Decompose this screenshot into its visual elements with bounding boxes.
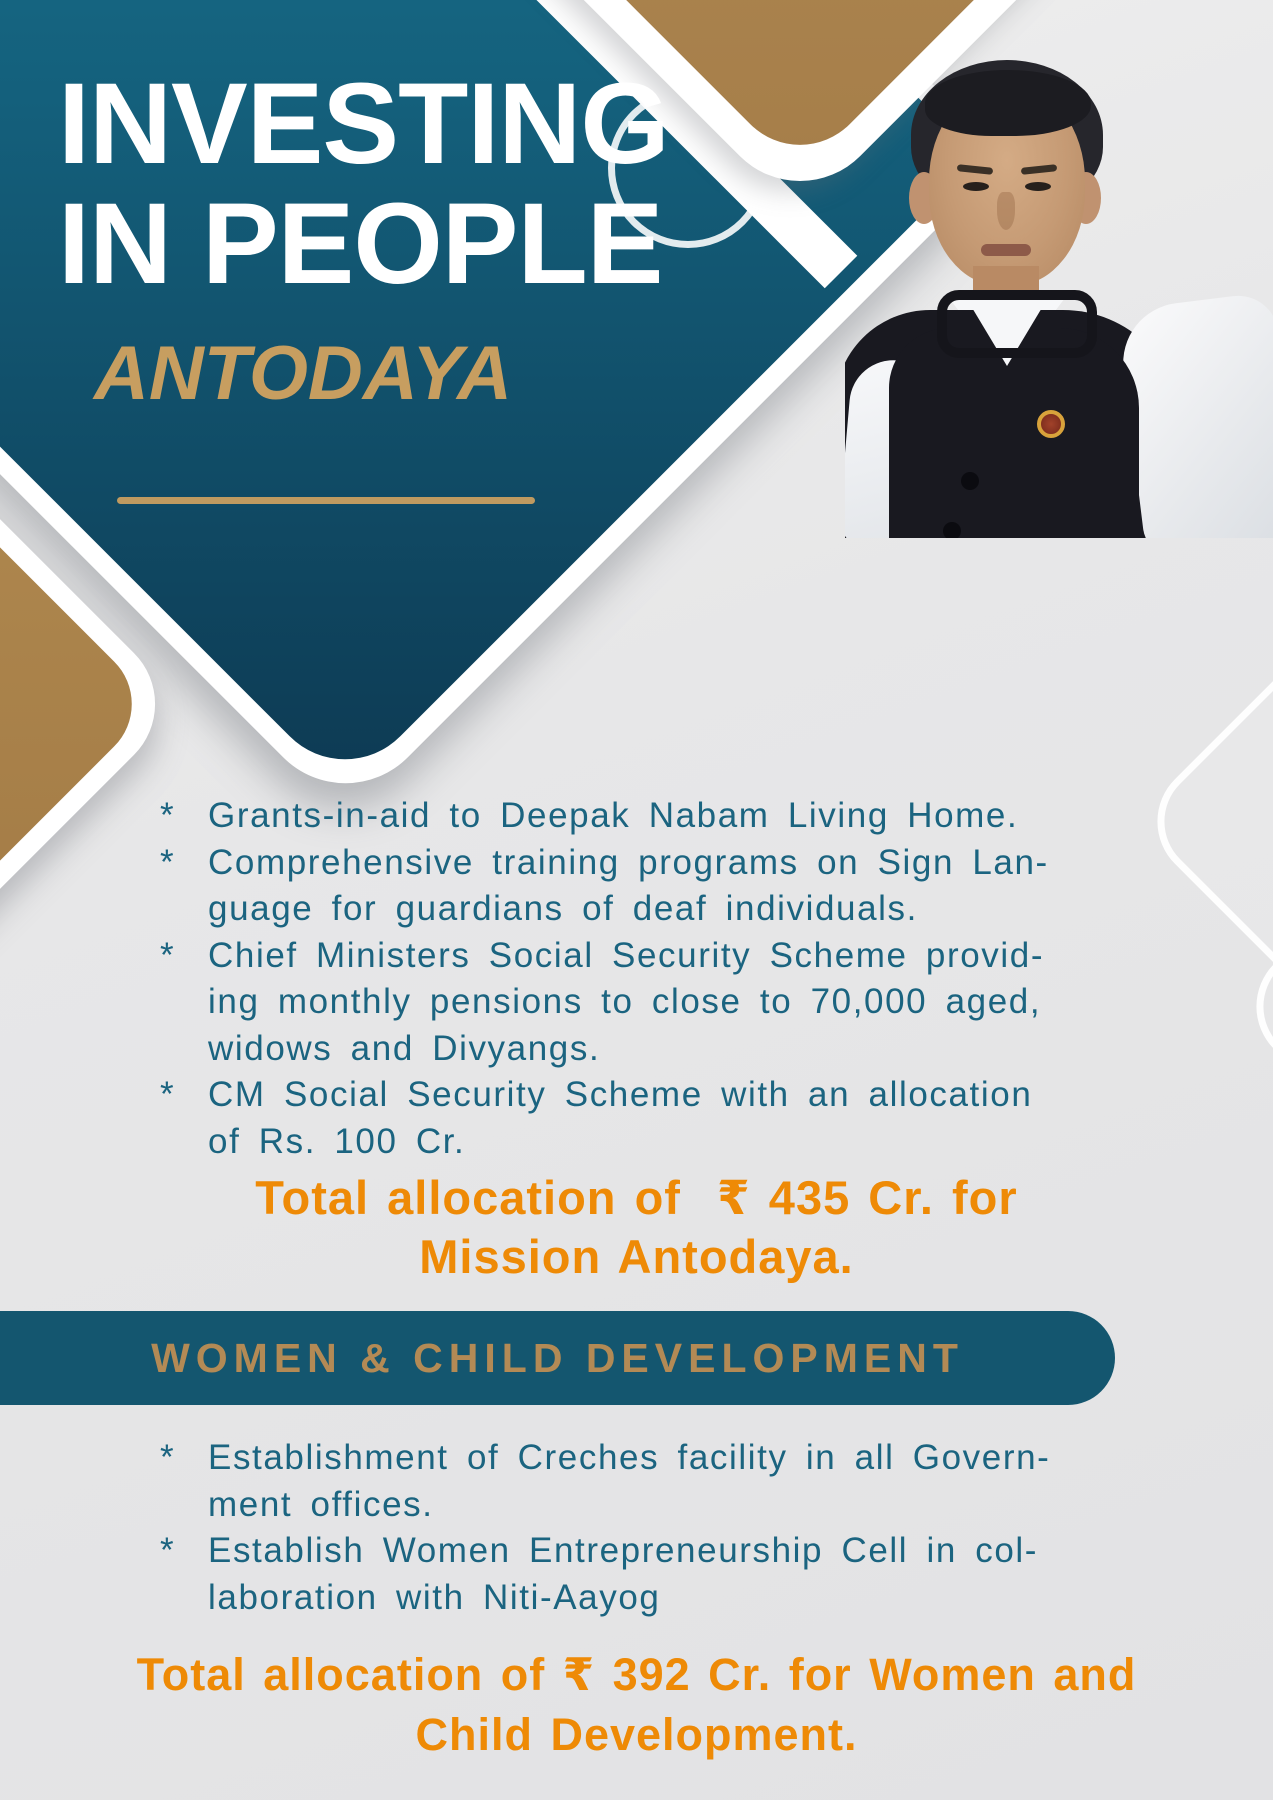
- portrait-mouth-shape: [981, 244, 1031, 256]
- bullet-text: [208, 1435, 1180, 1528]
- title-line-2: IN PEOPLE: [58, 180, 663, 308]
- antodaya-bullet-list: [160, 793, 1180, 1165]
- allocation-line: Total allocation of ₹ 435 Cr. for: [255, 1171, 1018, 1224]
- bullet-line: laboration with Niti-Aayog: [208, 1577, 661, 1617]
- portrait-eye-shape: [1025, 182, 1051, 191]
- bullet-line: Grants-in-aid to Deepak Nabam Living Home.: [208, 796, 1019, 835]
- vest-button-shape: [943, 522, 961, 538]
- bullet-text: [208, 840, 1180, 933]
- lapel-pin-icon: [1037, 410, 1065, 438]
- portrait-photo: [845, 60, 1273, 538]
- bullet-text: [208, 1072, 1180, 1165]
- bullet-line: CM Social Security Scheme with an allocation: [208, 1075, 1033, 1114]
- list-item: [160, 1072, 1180, 1165]
- bullet-marker: *: [160, 935, 174, 975]
- bullet-marker: *: [160, 1438, 174, 1477]
- wcd-allocation-text: [0, 1645, 1273, 1765]
- portrait-nose-shape: [997, 192, 1015, 230]
- bullet-line: Establish Women Entrepreneurship Cell in col-: [208, 1531, 1039, 1570]
- bullet-line: Chief Ministers Social Security Scheme provid-: [208, 935, 1045, 975]
- bullet-line: ing monthly pensions to close to 70,000 aged,: [208, 982, 1042, 1021]
- bullet-line: Comprehensive training programs on Sign Lan-: [208, 842, 1049, 882]
- bullet-marker: *: [160, 1075, 174, 1114]
- allocation-line: Mission Antodaya.: [419, 1230, 854, 1283]
- bullet-line: Establishment of Creches facility in all Govern-: [208, 1438, 1051, 1477]
- wcd-bullet-list: [160, 1435, 1180, 1621]
- bullet-marker: *: [160, 1531, 174, 1570]
- bullet-marker: *: [160, 796, 174, 835]
- gold-underline-rule: [117, 497, 535, 504]
- bullet-line: guage for guardians of deaf individuals.: [208, 889, 918, 928]
- bullet-line: ment offices.: [208, 1484, 434, 1524]
- list-item: [160, 933, 1180, 1073]
- page-title: [58, 60, 669, 308]
- bullet-marker: *: [160, 842, 174, 882]
- portrait-vest-shape: [889, 328, 1139, 538]
- portrait-eye-shape: [963, 182, 989, 191]
- list-item: [160, 840, 1180, 933]
- list-item: [160, 793, 1180, 840]
- section-banner: [0, 1311, 1115, 1405]
- list-item: [160, 1435, 1180, 1528]
- portrait-vest-collar-shape: [937, 290, 1097, 358]
- title-line-1: INVESTING: [58, 60, 669, 188]
- list-item: [160, 1528, 1180, 1621]
- allocation-line: Child Development.: [415, 1709, 858, 1760]
- bullet-text: [208, 933, 1180, 1073]
- section-banner-title: WOMEN & CHILD DEVELOPMENT: [151, 1335, 964, 1381]
- bullet-line: widows and Divyangs.: [208, 1028, 601, 1068]
- portrait-shirt-sleeve-shape: [1116, 291, 1273, 538]
- page-subtitle: ANTODAYA: [94, 331, 512, 416]
- portrait-hair-shape: [925, 70, 1091, 136]
- bullet-line: of Rs. 100 Cr.: [208, 1121, 466, 1161]
- bullet-text: [208, 793, 1180, 840]
- bullet-text: [208, 1528, 1180, 1621]
- antodaya-allocation-text: [0, 1168, 1273, 1286]
- vest-button-shape: [961, 472, 979, 490]
- allocation-line: Total allocation of ₹ 392 Cr. for Women and: [136, 1649, 1137, 1700]
